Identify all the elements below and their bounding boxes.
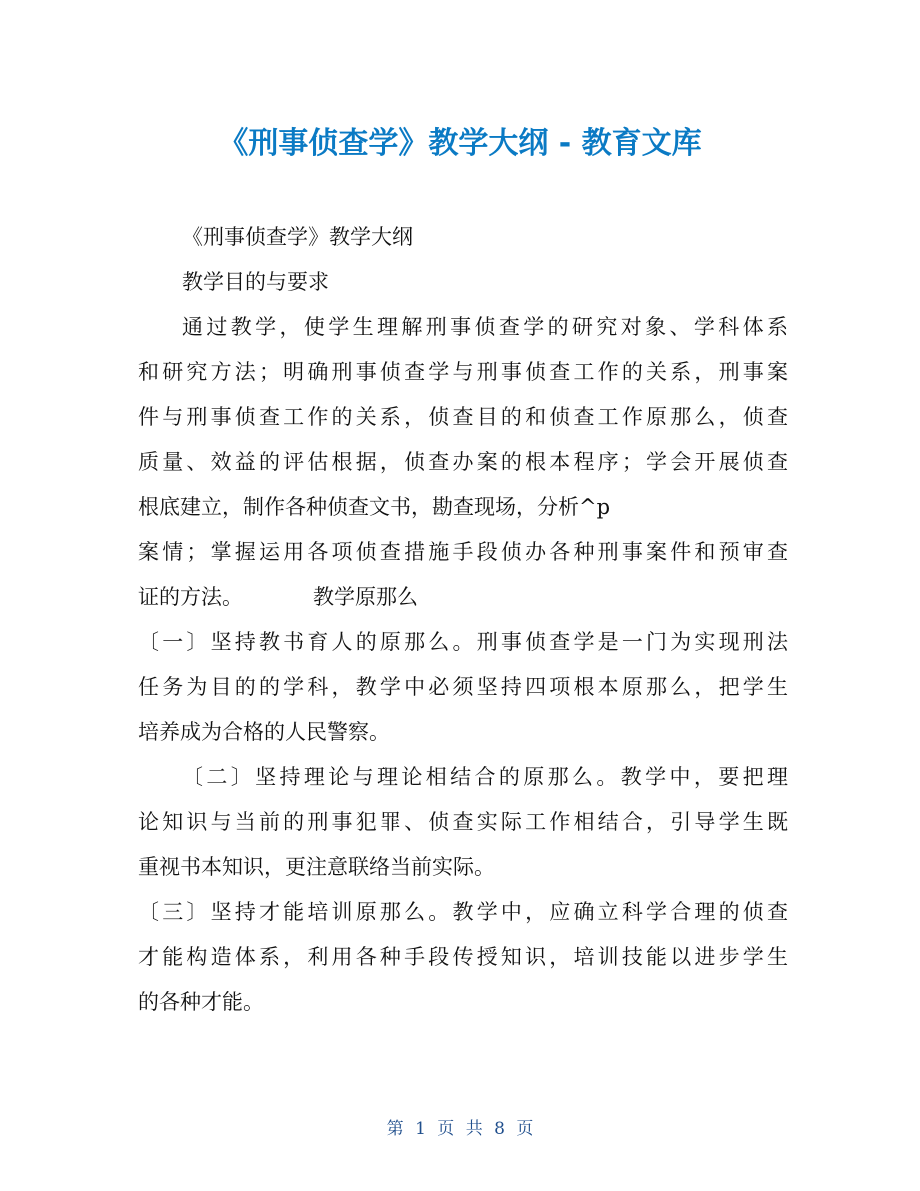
body-line: 任务为目的的学科，教学中必须坚持四项根本原那么，把学生 — [138, 675, 788, 699]
body-line: 案情；掌握运用各项侦查措施手段侦办各种刑事案件和预审查 — [138, 540, 788, 564]
body-line: 的各种才能。 — [138, 990, 264, 1014]
body-line: 和研究方法；明确刑事侦查学与刑事侦查工作的关系，刑事案 — [138, 360, 788, 384]
body-line: 质量、效益的评估根据，侦查办案的根本程序；学会开展侦查 — [138, 450, 788, 474]
body-line: 培养成为合格的人民警察。 — [138, 720, 390, 744]
page-number-footer: 第 1 页 共 8 页 — [386, 1119, 534, 1139]
document-body — [138, 215, 788, 1025]
body-line: 论知识与当前的刑事犯罪、侦查实际工作相结合，引导学生既 — [138, 810, 788, 834]
body-line: 重视书本知识，更注意联络当前实际。 — [138, 855, 495, 879]
body-line: 才能构造体系，利用各种手段传授知识，培训技能以进步学生 — [138, 945, 788, 969]
body-line: 证的方法。 — [138, 585, 243, 609]
body-line: 通过教学，使学生理解刑事侦查学的研究对象、学科体系 — [182, 315, 788, 339]
body-line: 〔一〕坚持教书育人的原那么。刑事侦查学是一门为实现刑法 — [138, 630, 788, 654]
body-line: 件与刑事侦查工作的关系，侦查目的和侦查工作原那么，侦查 — [138, 405, 788, 429]
body-line-combined — [138, 575, 788, 620]
section-heading: 教学原那么 — [313, 585, 418, 609]
page-title: 《刑事侦查学》教学大纲 - 教育文库 — [218, 126, 702, 161]
body-line: 〔二〕坚持理论与理论相结合的原那么。教学中，要把理 — [182, 765, 788, 789]
body-line: 〔三〕坚持才能培训原那么。教学中，应确立科学合理的侦查 — [138, 900, 788, 924]
body-line: 教学目的与要求 — [182, 270, 329, 294]
body-line: 《刑事侦查学》教学大纲 — [182, 225, 413, 249]
body-line: 根底建立，制作各种侦查文书，勘查现场，分析^p — [138, 495, 611, 519]
